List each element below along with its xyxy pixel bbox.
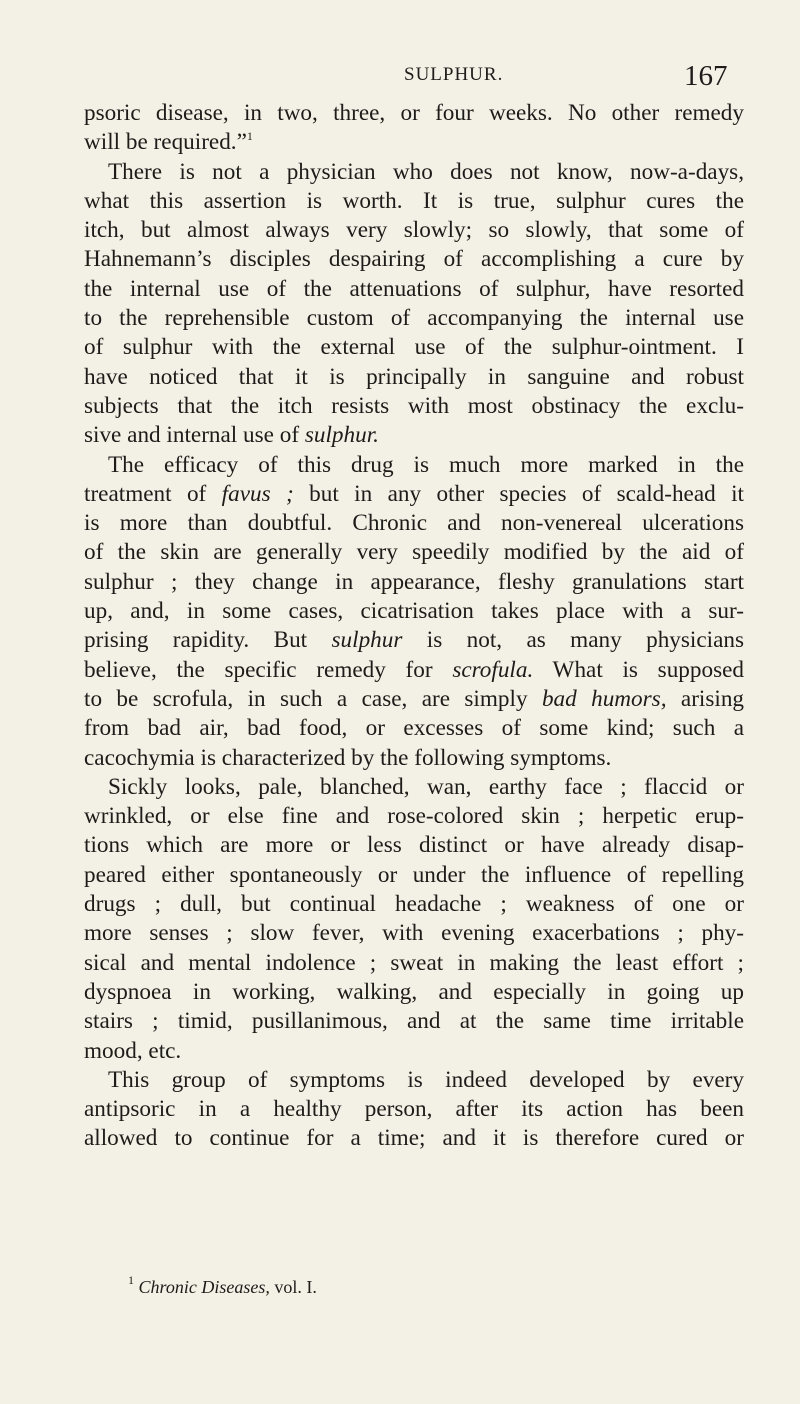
line-text: from bad air, bad food, or excesses of some kind; such a [84,715,744,742]
line-text: antipsoric in a healthy person, after its action has been [84,1096,744,1123]
italic-text: sulphur. [304,422,379,449]
footnote [128,1273,688,1298]
line-text: drugs ; dull, but continual headache ; weakness of one or [84,891,744,918]
text-line [84,509,744,538]
text-line [84,304,744,333]
text-line [84,597,744,626]
footnote-rest: vol. I. [269,1277,317,1297]
line-text: This group of symptoms is indeed developed by every [108,1066,744,1093]
text-line [84,861,744,890]
line-text: There is not a physician who does not know, now-a-days, [108,158,744,185]
text-line [84,363,744,392]
text-line [84,1066,744,1095]
text-line [84,568,744,597]
line-text: believe, the specific remedy for [84,656,453,683]
text-line [84,890,744,919]
line-text: to be scrofula, in such a case, are simply [84,685,542,712]
running-title: SULPHUR. [404,64,504,85]
italic-text: sulphur [331,627,403,654]
text-line [84,216,744,245]
line-text: of the skin are generally very speedily modified by the aid of [84,539,744,566]
page-number: 167 [684,60,728,92]
text-line [84,685,744,714]
line-text: prising rapidity. But [84,627,332,654]
footnote-title: Chronic Diseases, [138,1277,270,1297]
line-text: Hahnemann’s disciples despairing of accomplishing a cure by [84,246,744,273]
running-head [0,60,800,100]
text-line [84,158,744,187]
italic-text: bad humors, [541,685,667,712]
text-line [84,773,744,802]
line-text: up, and, in some cases, cicatrisation takes place with a sur- [84,598,744,625]
line-text: tions which are more or less distinct or have already disap- [84,832,744,859]
body-text [84,99,744,1154]
text-line [84,128,744,157]
text-line [84,245,744,274]
line-text: wrinkled, or else fine and rose-colored skin ; herpetic erup- [84,803,744,830]
footnote-marker: 1 [128,1273,134,1287]
line-text: but in any other species of scald-head it [293,480,744,507]
line-text: will be required.” [84,129,247,156]
line-text: more senses ; slow fever, with evening exacerbations ; phy- [84,920,744,947]
text-line [84,919,744,948]
text-line [84,480,744,509]
text-line [84,626,744,655]
line-text: peared either spontaneously or under the influence of repelling [84,861,744,888]
line-text: Sickly looks, pale, blanched, wan, earthy face ; flaccid or [108,773,744,800]
text-line [84,714,744,743]
line-text: stairs ; timid, pusillanimous, and at the same time irritable [84,1008,744,1035]
text-line [84,949,744,978]
text-line [84,978,744,1007]
line-text: sive and internal use of [84,422,305,449]
line-text: arising [666,685,744,712]
line-text: What is supposed [533,656,744,683]
text-line [84,744,744,773]
line-text: allowed to continue for a time; and it is therefore cured or [84,1125,744,1152]
line-text: is not, as many physicians [402,627,744,654]
text-line [84,421,744,450]
italic-text: scrofula. [452,656,534,683]
line-text: psoric disease, in two, three, or four weeks. No other remedy [84,100,744,126]
text-line [84,1095,744,1124]
line-text: itch, but almost always very slowly; so slowly, that some of [84,217,744,244]
line-text: of sulphur with the external use of the sulphur-ointment. I [84,334,744,361]
line-text: subjects that the itch resists with most obstinacy the exclu- [84,392,744,419]
text-line [84,1124,744,1153]
line-text: mood, etc. [84,1037,182,1064]
text-line [84,392,744,421]
italic-text: favus ; [221,480,294,507]
line-text: the internal use of the attenuations of sulphur, have resorted [84,275,744,302]
text-line [84,99,744,128]
text-line [84,831,744,860]
line-text: cacochymia is characterized by the following symptoms. [84,744,612,771]
line-text: sical and mental indolence ; sweat in making the least effort ; [84,949,744,976]
text-line [84,333,744,362]
line-text: have noticed that it is principally in sanguine and robust [84,363,744,390]
text-line [84,1037,744,1066]
line-text: The efficacy of this drug is much more marked in the [108,451,744,478]
text-line [84,275,744,304]
text-line [84,538,744,567]
line-text: treatment of [84,480,222,507]
text-line [84,451,744,480]
text-line [84,187,744,216]
line-text: dyspnoea in working, walking, and especially in going up [84,978,744,1005]
line-text: is more than doubtful. Chronic and non-venereal ulcerations [84,510,744,537]
line-text: what this assertion is worth. It is true, sulphur cures the [84,187,744,214]
text-line [84,802,744,831]
text-line [84,656,744,685]
footnote-reference: 1 [246,129,253,144]
text-line [84,1007,744,1036]
line-text: to the reprehensible custom of accompanying the internal use [84,305,744,332]
line-text: sulphur ; they change in appearance, fleshy granulations start [84,568,744,595]
